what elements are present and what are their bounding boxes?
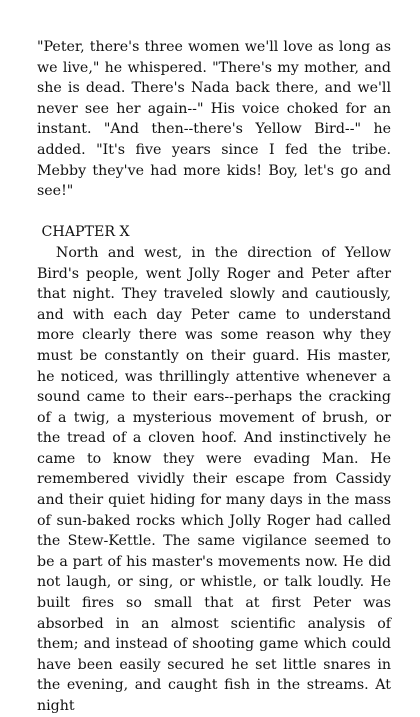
- document-page: [37, 37, 396, 717]
- paragraph-dialogue: "Peter, there's three women we'll love as long as we live," he whispered. "There's my mother, and she is dead. There's Nada back there, and we'll never see her again--" His voice choked for an instant. "And then--there's Yellow Bird--" he added. "It's five years since I fed the tribe. Mebby they've had more kids! Boy, let's go and see!": [37, 39, 391, 200]
- paragraph-gap: [37, 202, 391, 223]
- paragraph-narrative: North and west, in the direction of Yellow Bird's people, went Jolly Roger and Peter after that night. They traveled slowly and cautiously, and with each day Peter came to understand more clearly there was some reason why they must be constantly on their guard. His master, he noticed, was thrillingly attentive whenever a sound came to their ears--perhaps the cracking of a twig, a mysterious movement of brush, or the tread of a cloven hoof. And instinctively he came to know they were evading Man. He remembered vividly their escape from Cassidy and their quiet hiding for many days in the mass of sun-baked rocks which Jolly Roger had called the Stew-Kettle. The same vigilance seemed to be a part of his master's movements now. He did not laugh, or sing, or whistle, or talk loudly. He built fires so small that at first Peter was absorbed in an almost scientific analysis of them; and instead of shooting game which could have been easily secured he set little snares in the evening, and caught fish in the streams. At night: [37, 244, 396, 714]
- chapter-heading: CHAPTER X: [37, 224, 130, 241]
